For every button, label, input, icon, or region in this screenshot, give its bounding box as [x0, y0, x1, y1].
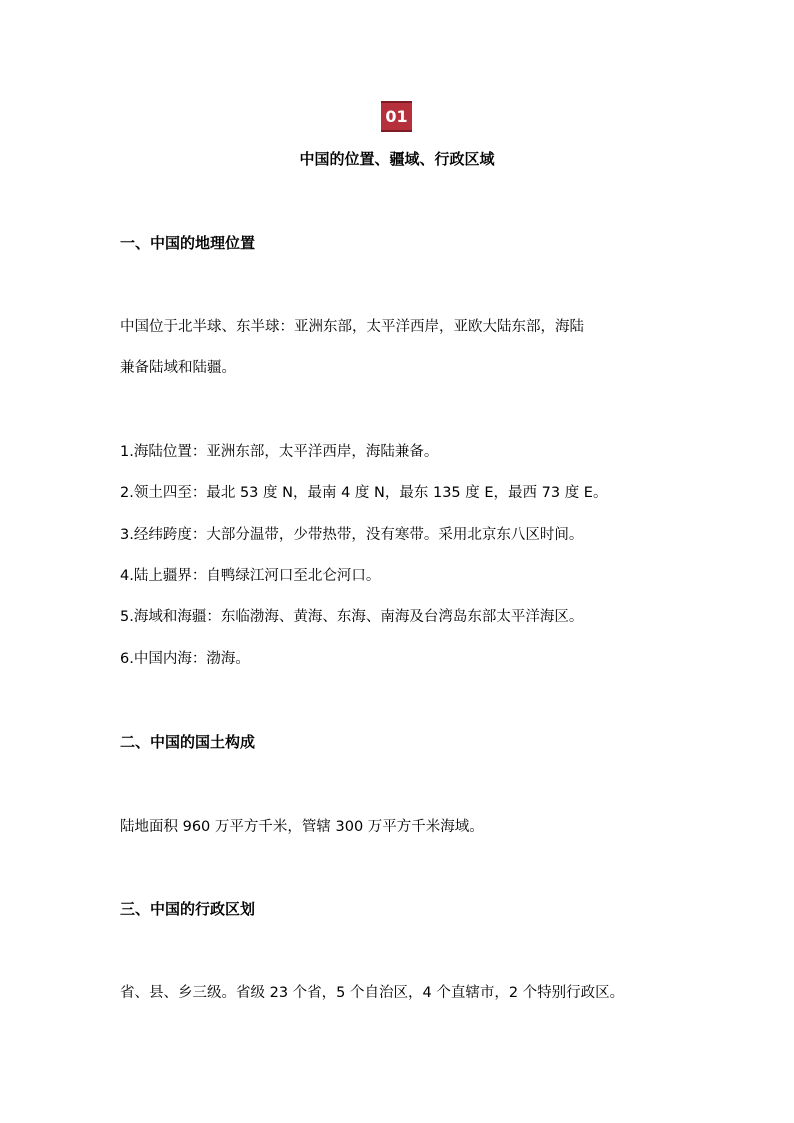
list-item: 1.海陆位置：亚洲东部，太平洋西岸，海陆兼备。: [120, 444, 439, 460]
section-heading-administration: 三、中国的行政区划: [120, 900, 256, 918]
intro-line-1: 中国位于北半球、东半球：亚洲东部，太平洋西岸，亚欧大陆东部，海陆: [120, 319, 584, 335]
list-item: 5.海域和海疆：东临渤海、黄海、东海、南海及台湾岛东部太平洋海区。: [120, 609, 584, 625]
intro-line-2: 兼备陆域和陆疆。: [120, 360, 236, 376]
section-heading-location: 一、中国的地理位置: [120, 234, 256, 252]
list-item: 3.经纬跨度：大部分温带，少带热带，没有寒带。采用北京东八区时间。: [120, 527, 584, 543]
list-item: 6.中国内海：渤海。: [120, 651, 250, 667]
list-item: 2.领土四至：最北 53 度 N，最南 4 度 N，最东 135 度 E，最西 73 度 E。: [120, 485, 608, 501]
list-item: 4.陆上疆界：自鸭绿江河口至北仑河口。: [120, 568, 381, 584]
section-heading-territory: 二、中国的国土构成: [120, 733, 256, 751]
section-number-badge: 01: [381, 101, 412, 132]
territory-paragraph: 陆地面积 960 万平方千米，管辖 300 万平方千米海域。: [120, 819, 484, 835]
page-title: 中国的位置、疆域、行政区域: [299, 150, 495, 168]
administration-paragraph: 省、县、乡三级。省级 23 个省，5 个自治区，4 个直辖市，2 个特别行政区。: [120, 985, 625, 1001]
